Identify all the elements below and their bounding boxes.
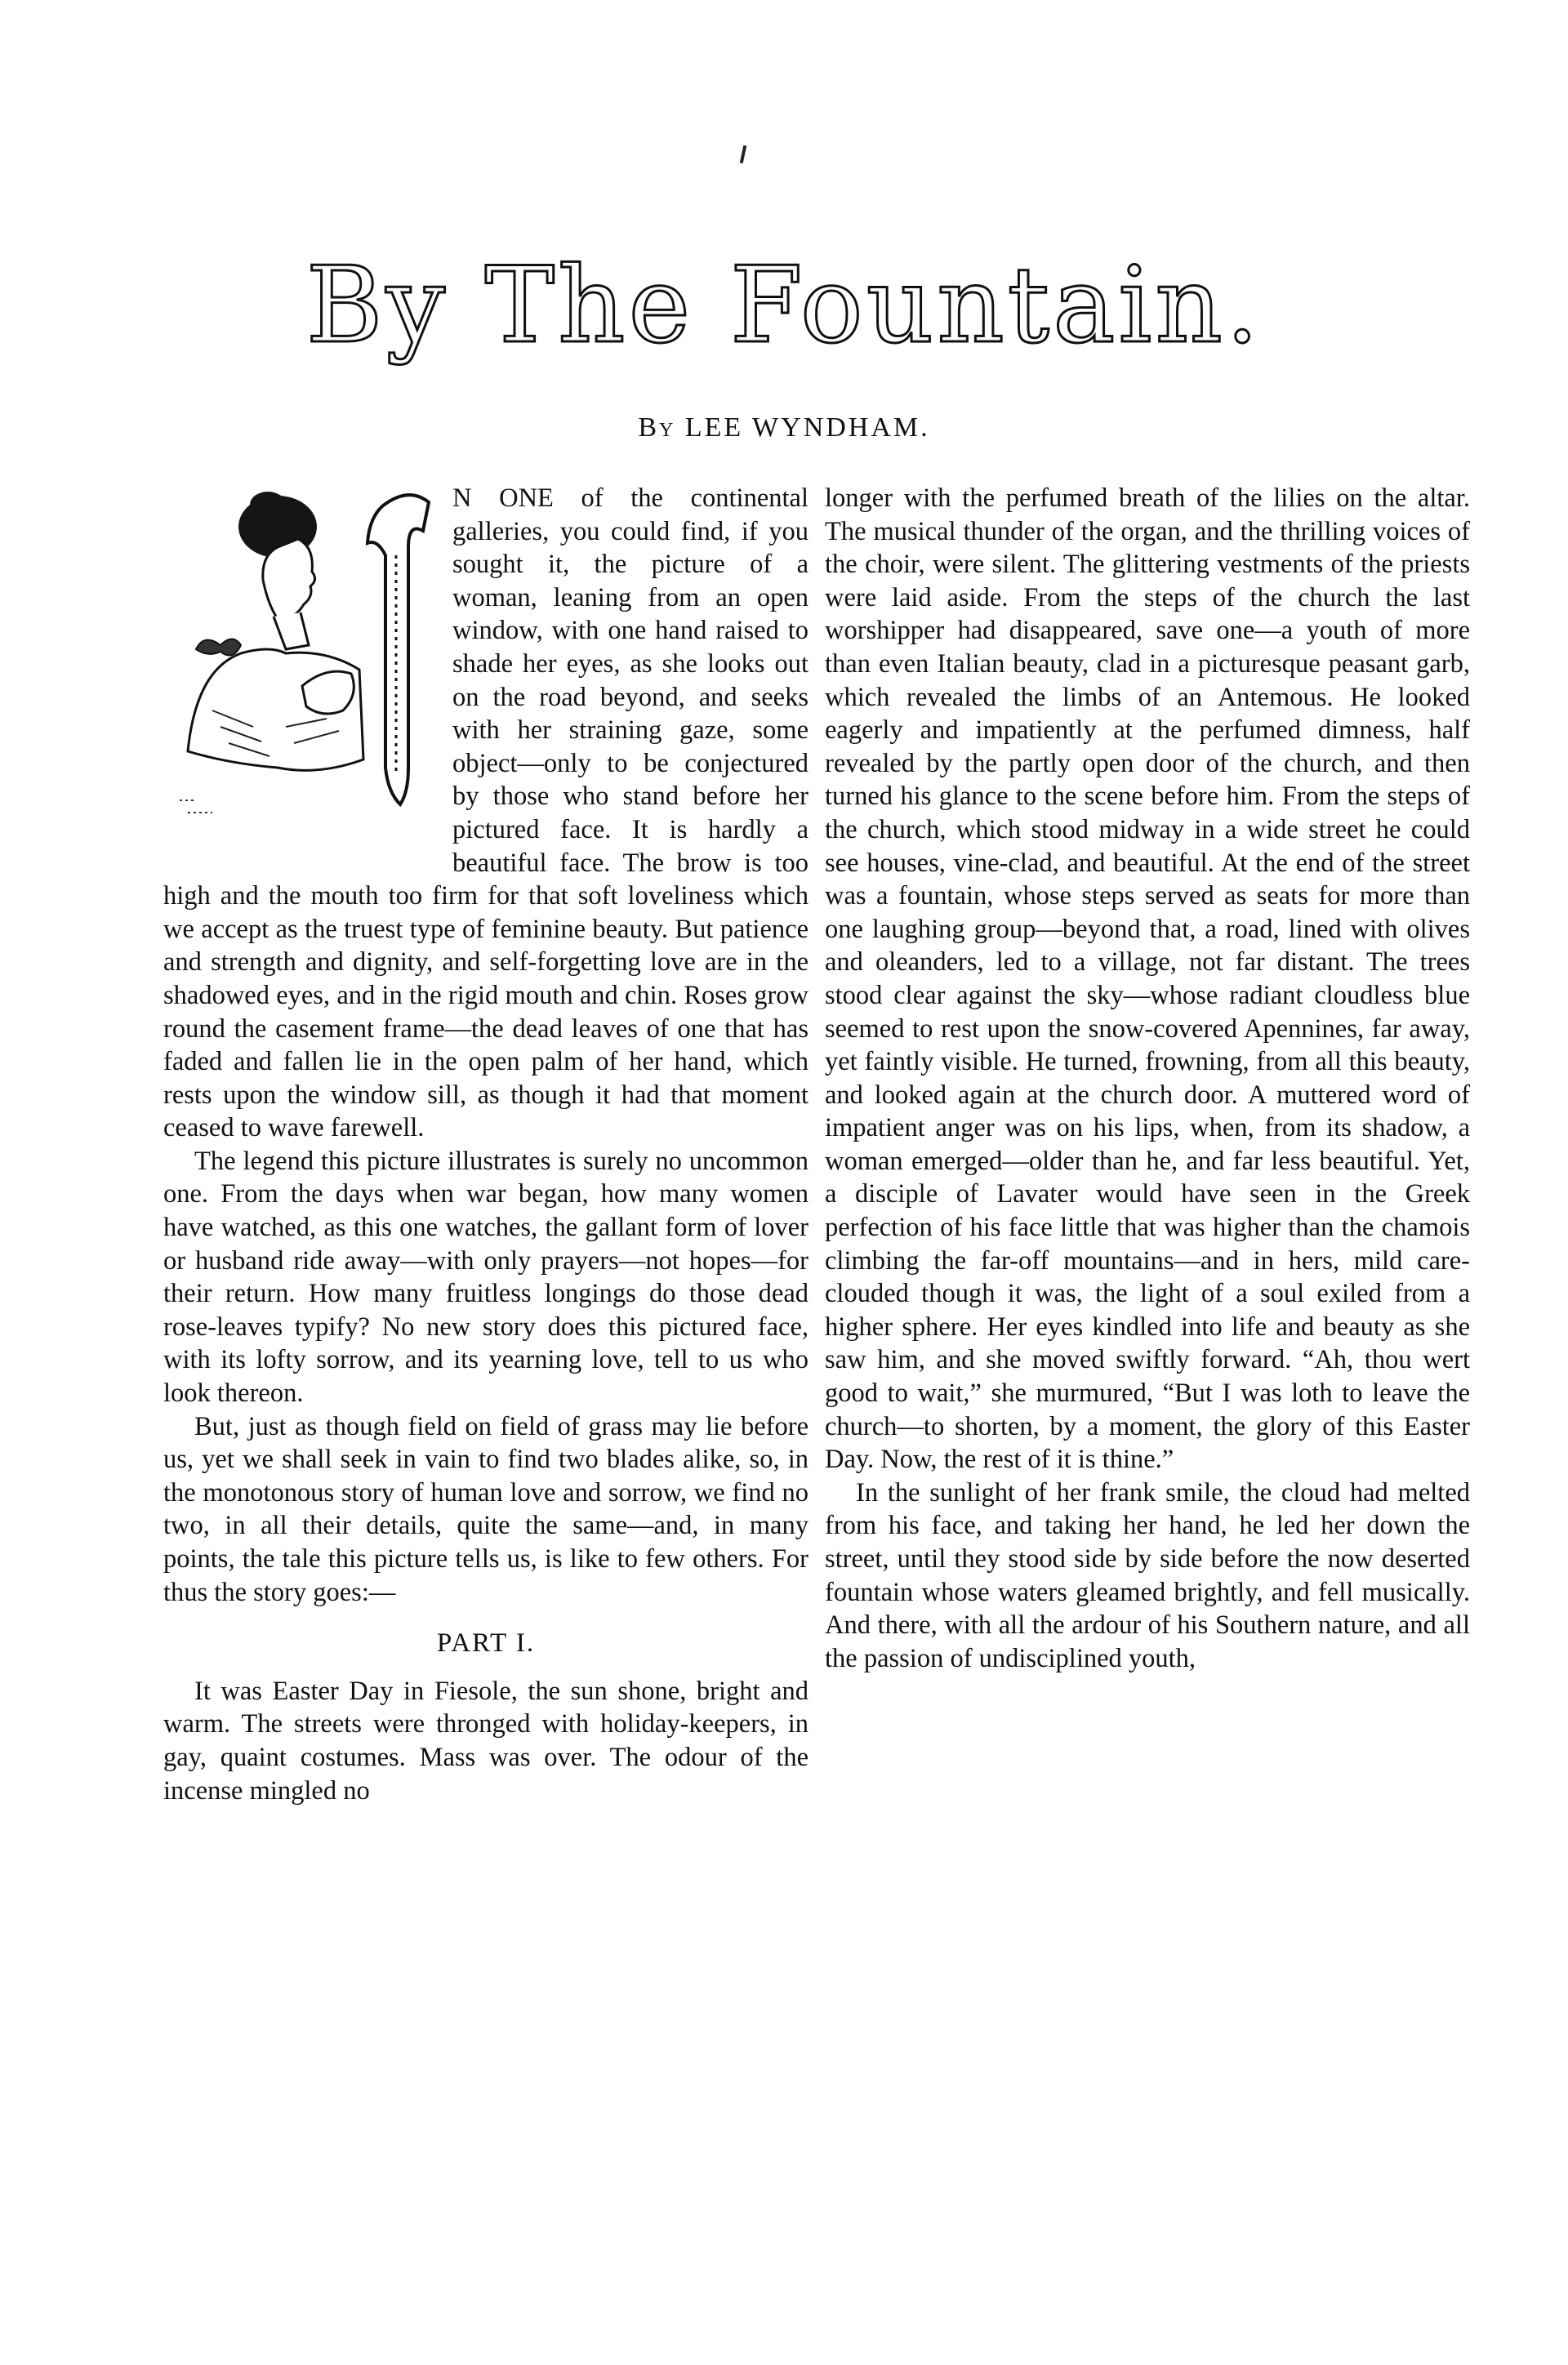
drop-cap-letter: I [410, 531, 411, 532]
section-heading: PART I. [436, 1628, 536, 1659]
drop-cap-illustration [163, 482, 441, 853]
article-title: By The Fountain. [305, 245, 1263, 367]
paragraph: longer with the perfumed breath of the lilies on the altar. The musical thunder of the organ, and the thrilling voices of the choir, were silent. The glittering vestments of the priests were laid aside. From the steps of the church the last worshipper had disappeared, save one—a youth of more than even Italian beauty, clad in a picturesque peasant garb, which revealed the limbs of an Antemous. He looked eagerly and impatiently at the perfumed dimness, half revealed by the partly open door of the church, and then turned his glance to the scene before him. From the steps of the church, which stood midway in a wide street he could see houses, vine-clad, and beautiful. At the end of the street was a fountain, whose steps served as seats for more than one laughing group—beyond that, a road, lined with olives and oleanders, led to a village, not far distant. The trees stood clear against the sky—whose radiant cloudless blue seemed to rest upon the snow-covered Apennines, far away, yet faintly visible. He turned, frowning, from all this beauty, and looked again at the church door. A muttered word of impatient anger was on his lips, when, from its shadow, a woman emerged—older than he, and far less beautiful. Yet, a disciple of Lavater would have seen in the Greek perfection of his face little that was higher than the chamois climbing the far-off mountains—and in hers, mild care-clouded though it was, the light of a soul exiled from a higher sphere. Her eyes kindled into life and beauty as she saw him, and she moved swiftly forward. “Ah, thou wert good to wait,” she murmured, “But I was loth to leave the church—to shorten, by a moment, the glory of this Easter Day. Now, the rest of it is thine.” [825, 483, 1470, 1475]
article-byline: By LEE WYNDHAM. [638, 412, 930, 443]
paragraph: N ONE of the continental galleries, you could find, if you sought it, the picture of a woman, leaning from an open window, with one hand raised to shade her eyes, as she looks out on the road beyond, and seeks with her straining gaze, some object—only to be conjectured by those who stand before her pictured face. It is hardly a beautiful face. The brow is too high and the mouth too firm for that soft loveliness which we accept as the truest type of feminine beauty. But patience and strength and dignity, and self-forgetting love are in the shadowed eyes, and in the rigid mouth and chin. Roses grow round the casement frame—the dead leaves of one that has faded and fallen lie in the open palm of her hand, which rests upon the window sill, as though it had that moment ceased to wave farewell. [163, 483, 808, 1143]
paragraph: It was Easter Day in Fiesole, the sun shone, bright and warm. The streets were thronged with holiday-keepers, in gay, quaint costumes. Mass was over. The odour of the incense mingled no [163, 1676, 808, 1806]
paragraph: In the sunlight of her frank smile, the cloud had melted from his face, and taking her hand, he led her down the street, until they stood side by side before the now deserted fountain whose waters gleamed brightly, and fell musically. And there, with all the ardour of his Southern nature, and all the passion of undisciplined youth, [825, 1477, 1470, 1673]
left-column [163, 482, 808, 1807]
woman-portrait-illustration [163, 482, 441, 853]
ink-speck [740, 145, 746, 163]
right-column [825, 482, 1470, 1675]
paragraph: But, just as though field on field of grass may lie before us, yet we shall seek in vain to find two blades alike, so, in the monotonous story of human love and sorrow, we find no two, in all their details, quite the same—and, in many points, the tale this picture tells us, is like to few others. For thus the story goes:— [163, 1411, 808, 1607]
paragraph: The legend this picture illustrates is surely no uncommon one. From the days when war began, how many women have watched, as this one watches, the gallant form of lover or husband ride away—with only prayers—not hopes—for their return. How many fruitless longings do those dead rose-leaves typify? No new story does this pictured face, with its lofty sorrow, and its yearning love, tell to us who look thereon. [163, 1146, 808, 1409]
